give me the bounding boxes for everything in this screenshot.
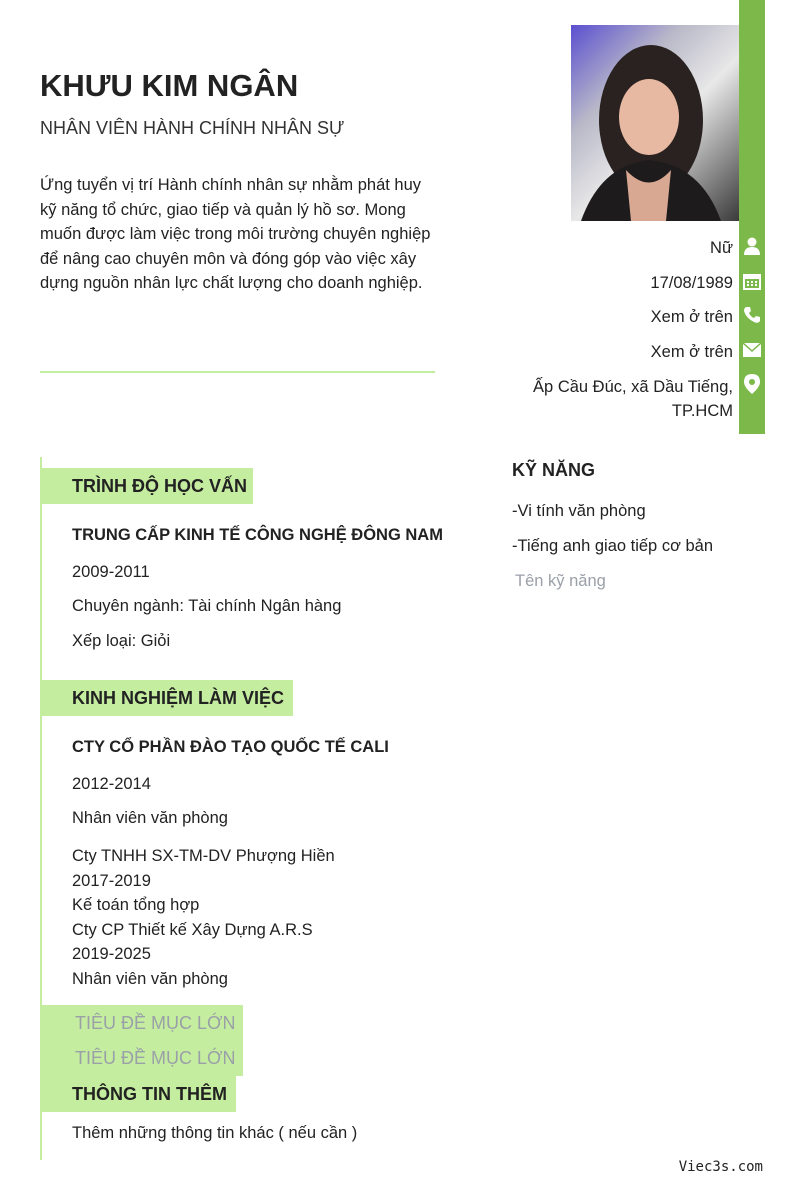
date-of-birth: 17/08/1989	[650, 274, 733, 292]
job-title: NHÂN VIÊN HÀNH CHÍNH NHÂN SỰ	[40, 118, 345, 138]
gender: Nữ	[710, 239, 733, 257]
phone: Xem ở trên	[650, 308, 733, 326]
education-years: 2009-2011	[72, 563, 150, 581]
address	[533, 375, 733, 423]
placeholder-heading[interactable]: TIÊU ĐỀ MỤC LỚN	[42, 1005, 243, 1041]
education-major: Chuyên ngành: Tài chính Ngân hàng	[72, 597, 342, 615]
education-grade: Xếp loại: Giỏi	[72, 632, 171, 650]
experience-line: Cty TNHH SX-TM-DV Phượng Hiền	[72, 847, 335, 865]
career-objective: Ứng tuyển vị trí Hành chính nhân sự nhằm phát huy kỹ năng tổ chức, giao tiếp và quản lý hồ sơ. Mong muốn được làm việc trong môi trường chuyên nghiệp để nâng cao chuyên môn và đóng góp vào việc xây dựng nguồn nhân lực chất lượng cho doanh nghiệp.	[40, 176, 431, 293]
watermark: Viec3s.com	[678, 1159, 763, 1175]
mail-icon	[742, 340, 762, 360]
divider	[40, 371, 435, 373]
experience-years: 2012-2014	[72, 775, 151, 793]
skill-item: -Tiếng anh giao tiếp cơ bản	[512, 537, 714, 555]
experience-role: Nhân viên văn phòng	[72, 809, 228, 827]
experience-line: Cty CP Thiết kế Xây Dựng A.R.S	[72, 920, 313, 939]
education-heading: TRÌNH ĐỘ HỌC VẤN	[42, 468, 253, 504]
extra-info-heading: THÔNG TIN THÊM	[42, 1076, 236, 1112]
accent-bar	[739, 0, 765, 434]
company-name: CTY CỔ PHẦN ĐÀO TẠO QUỐC TẾ CALI	[72, 738, 389, 756]
calendar-icon	[742, 271, 762, 291]
email: Xem ở trên	[650, 343, 733, 361]
experience-line: Kế toán tổng hợp	[72, 896, 200, 915]
experience-line: Nhân viên văn phòng	[72, 969, 228, 988]
experience-heading: KINH NGHIỆM LÀM VIỆC	[42, 680, 293, 716]
location-pin-icon	[742, 374, 762, 394]
candidate-name: KHƯU KIM NGÂN	[40, 68, 299, 103]
experience-more	[72, 844, 335, 992]
placeholder-heading[interactable]: TIÊU ĐỀ MỤC LỚN	[42, 1040, 243, 1076]
address-line2: TP.HCM	[671, 402, 733, 420]
profile-photo	[571, 25, 739, 221]
person-icon	[742, 236, 762, 256]
skills-heading: KỸ NĂNG	[512, 460, 596, 480]
experience-line: 2017-2019	[72, 871, 151, 890]
school-name: TRUNG CẤP KINH TẾ CÔNG NGHỆ ĐÔNG NAM	[72, 526, 443, 544]
skill-placeholder[interactable]: Tên kỹ năng	[515, 572, 606, 590]
phone-icon	[742, 305, 762, 325]
experience-line: 2019-2025	[72, 945, 151, 964]
skill-item: -Vi tính văn phòng	[512, 502, 646, 520]
extra-info-text: Thêm những thông tin khác ( nếu cần )	[72, 1124, 358, 1142]
address-line1: Ấp Cầu Đúc, xã Dầu Tiếng,	[533, 378, 733, 396]
